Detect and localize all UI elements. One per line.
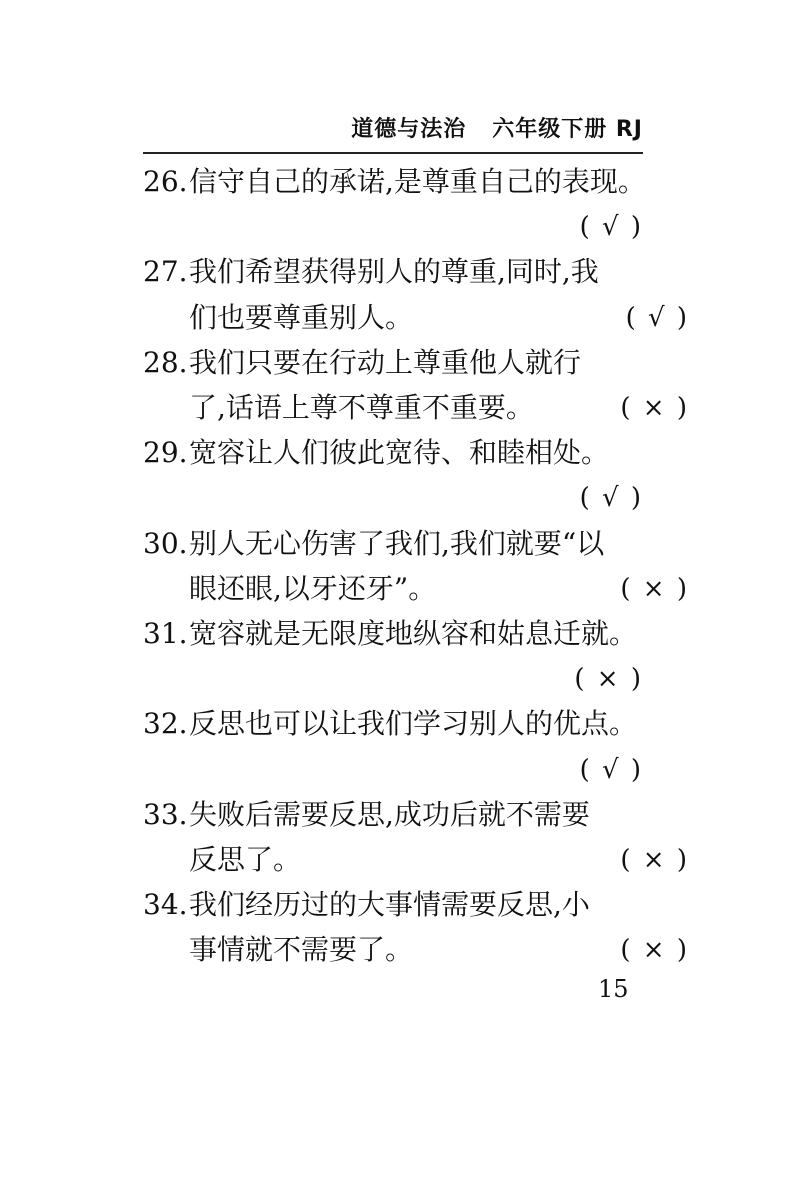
item-number: 34. (143, 888, 188, 921)
item-text-continued: 反思了。 (189, 843, 302, 876)
item-34-line-2 (143, 928, 689, 972)
item-34-line-1 (143, 883, 643, 927)
item-31-line-1 (143, 612, 643, 656)
item-29-answer-line (143, 476, 643, 520)
item-text-continued: 事情就不需要了。 (189, 933, 414, 966)
item-33-line-2 (143, 838, 689, 882)
item-text: 宽容就是无限度地纵容和姑息迁就。 (189, 617, 638, 650)
item-28-line-1 (143, 341, 643, 385)
page-number: 15 (598, 975, 629, 1003)
answer-mark: ( √ ) (579, 755, 643, 785)
item-32-line-1 (143, 702, 643, 746)
item-number: 26. (143, 165, 188, 198)
item-text: 我们经历过的大事情需要反思,小 (189, 888, 590, 921)
item-33-line-1 (143, 793, 643, 837)
item-29-line-1 (143, 431, 643, 475)
answer-mark: ( √ ) (579, 212, 643, 242)
item-number: 31. (143, 617, 188, 650)
item-31-answer-line (143, 657, 643, 701)
item-26-line-1 (143, 160, 646, 204)
item-number: 28. (143, 346, 188, 379)
header-title: 道德与法治 六年级下册 RJ (351, 117, 643, 142)
answer-mark: ( √ ) (625, 303, 689, 333)
item-32-answer-line (143, 748, 643, 792)
item-27-line-1 (143, 250, 643, 294)
item-text: 别人无心伤害了我们,我们就要“以 (189, 527, 605, 560)
answer-mark: ( × ) (574, 664, 643, 694)
item-26-answer-line (143, 205, 643, 249)
answer-mark: ( × ) (620, 845, 689, 875)
item-number: 27. (143, 255, 188, 288)
item-text: 反思也可以让我们学习别人的优点。 (189, 707, 638, 740)
answer-mark: ( × ) (620, 393, 689, 423)
item-text: 失败后需要反思,成功后就不需要 (189, 798, 590, 831)
item-text: 我们只要在行动上尊重他人就行 (189, 346, 582, 379)
item-text: 宽容让人们彼此宽待、和睦相处。 (189, 436, 610, 469)
item-text: 我们希望获得别人的尊重,同时,我 (189, 255, 599, 288)
item-text-continued: 了,话语上尊不尊重不重要。 (189, 391, 534, 424)
item-27-line-2 (143, 296, 689, 340)
page-header (143, 112, 643, 154)
item-30-line-2 (143, 567, 689, 611)
item-number: 30. (143, 527, 188, 560)
answer-mark: ( × ) (620, 574, 689, 604)
item-number: 32. (143, 707, 188, 740)
item-text: 信守自己的承诺,是尊重自己的表现。 (189, 165, 646, 198)
item-28-line-2 (143, 386, 689, 430)
item-30-line-1 (143, 522, 643, 566)
item-text-continued: 们也要尊重别人。 (189, 301, 414, 334)
item-number: 33. (143, 798, 188, 831)
item-number: 29. (143, 436, 188, 469)
answer-mark: ( × ) (620, 935, 689, 965)
answer-mark: ( √ ) (579, 483, 643, 513)
item-text-continued: 眼还眼,以牙还牙”。 (189, 572, 437, 605)
